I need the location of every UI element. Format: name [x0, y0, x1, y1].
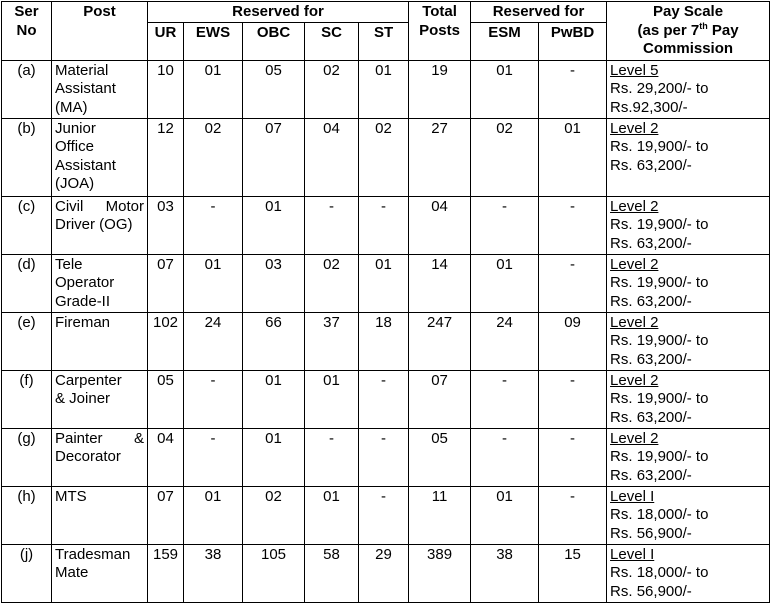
- cell-ews: 38: [184, 544, 243, 602]
- cell-pwbd: -: [539, 428, 607, 486]
- pay-range-line: Rs. 63,200/-: [610, 292, 692, 310]
- post-line: Operator: [55, 274, 115, 291]
- cell-pwbd: -: [539, 254, 607, 312]
- pay-level: Level 2: [610, 429, 659, 447]
- cell-ur: 07: [148, 254, 184, 312]
- cell-pay-scale: [607, 196, 770, 254]
- table-row: [2, 118, 770, 196]
- header-sc: SC: [305, 22, 359, 60]
- pay-range-line: Rs. 63,200/-: [610, 350, 692, 368]
- post-line: Material: [55, 61, 109, 79]
- cell-post: [52, 428, 148, 486]
- table-header: [2, 2, 770, 61]
- cell-ews: -: [184, 428, 243, 486]
- table-row: [2, 544, 770, 602]
- post-line: Decorator: [55, 448, 121, 465]
- post-line: Tele: [55, 255, 83, 273]
- cell-obc: 02: [243, 486, 305, 544]
- pay-level: Level I: [610, 487, 655, 505]
- cell-pay-scale: [607, 544, 770, 602]
- cell-ser-no: (f): [2, 370, 52, 428]
- pay-range-line: Rs.92,300/-: [610, 98, 688, 116]
- cell-pay-scale: [607, 370, 770, 428]
- post-line: Painter &: [55, 429, 144, 447]
- cell-esm: 02: [471, 118, 539, 196]
- pay-range-line: Rs. 63,200/-: [610, 234, 692, 252]
- cell-ser-no: (j): [2, 544, 52, 602]
- cell-pay-scale: [607, 312, 770, 370]
- table-row: [2, 428, 770, 486]
- cell-sc: 04: [305, 118, 359, 196]
- cell-pwbd: -: [539, 60, 607, 118]
- header-ur: UR: [148, 22, 184, 60]
- cell-ser-no: (b): [2, 118, 52, 196]
- pay-level: Level 2: [610, 255, 659, 273]
- pay-level: Level 2: [610, 197, 659, 215]
- cell-post: [52, 118, 148, 196]
- cell-post: [52, 486, 148, 544]
- pay-level: Level I: [610, 545, 655, 563]
- pay-range-line: Rs. 63,200/-: [610, 466, 692, 484]
- cell-ur: 05: [148, 370, 184, 428]
- pay-range-line: Rs. 19,900/- to: [610, 274, 709, 291]
- post-line: Driver (OG): [55, 216, 133, 233]
- post-line: Tradesman: [55, 545, 131, 563]
- cell-total: 27: [409, 118, 471, 196]
- vacancy-table: [1, 1, 770, 603]
- pay-level: Level 2: [610, 371, 659, 389]
- cell-pay-scale: [607, 486, 770, 544]
- cell-ews: -: [184, 196, 243, 254]
- cell-esm: 01: [471, 60, 539, 118]
- post-line: Fireman: [55, 313, 111, 331]
- cell-total: 07: [409, 370, 471, 428]
- cell-ews: -: [184, 370, 243, 428]
- post-line: Grade-II: [55, 292, 111, 310]
- post-line: MTS: [55, 487, 87, 505]
- pay-range-line: Rs. 19,900/- to: [610, 390, 709, 407]
- pay-range-line: Rs. 56,900/-: [610, 582, 692, 600]
- cell-esm: -: [471, 370, 539, 428]
- cell-pwbd: 01: [539, 118, 607, 196]
- cell-pwbd: 09: [539, 312, 607, 370]
- cell-ews: 24: [184, 312, 243, 370]
- table-row: [2, 486, 770, 544]
- header-ews: EWS: [184, 22, 243, 60]
- table-row: [2, 312, 770, 370]
- cell-pwbd: -: [539, 370, 607, 428]
- header-ser-no: Ser No: [2, 2, 52, 61]
- cell-total: 247: [409, 312, 471, 370]
- post-line: Carpenter: [55, 371, 122, 389]
- cell-pay-scale: [607, 118, 770, 196]
- cell-obc: 01: [243, 196, 305, 254]
- cell-sc: 01: [305, 370, 359, 428]
- cell-ur: 10: [148, 60, 184, 118]
- header-esm: ESM: [471, 22, 539, 60]
- post-line: Office: [55, 138, 94, 155]
- cell-ur: 07: [148, 486, 184, 544]
- header-pay-scale: Pay Scale (as per 7th Pay Commission: [607, 2, 770, 61]
- cell-sc: 37: [305, 312, 359, 370]
- cell-post: [52, 60, 148, 118]
- cell-ews: 01: [184, 486, 243, 544]
- post-line: Junior: [55, 119, 96, 137]
- cell-esm: 01: [471, 254, 539, 312]
- cell-ur: 03: [148, 196, 184, 254]
- cell-obc: 66: [243, 312, 305, 370]
- header-post: Post: [52, 2, 148, 61]
- cell-sc: 02: [305, 60, 359, 118]
- cell-ser-no: (h): [2, 486, 52, 544]
- cell-sc: -: [305, 428, 359, 486]
- cell-total: 04: [409, 196, 471, 254]
- cell-st: 29: [359, 544, 409, 602]
- cell-esm: -: [471, 196, 539, 254]
- cell-post: [52, 370, 148, 428]
- cell-total: 05: [409, 428, 471, 486]
- cell-total: 11: [409, 486, 471, 544]
- pay-range-line: Rs. 19,900/- to: [610, 216, 709, 233]
- table-row: [2, 370, 770, 428]
- table-row: [2, 254, 770, 312]
- cell-sc: 02: [305, 254, 359, 312]
- cell-post: [52, 254, 148, 312]
- cell-post: [52, 312, 148, 370]
- cell-pwbd: 15: [539, 544, 607, 602]
- cell-ser-no: (e): [2, 312, 52, 370]
- cell-sc: 58: [305, 544, 359, 602]
- cell-ser-no: (d): [2, 254, 52, 312]
- pay-range-line: Rs. 63,200/-: [610, 156, 692, 174]
- pay-level: Level 5: [610, 61, 659, 79]
- cell-st: -: [359, 370, 409, 428]
- cell-esm: 24: [471, 312, 539, 370]
- cell-post: [52, 196, 148, 254]
- cell-ser-no: (g): [2, 428, 52, 486]
- post-line: & Joiner: [55, 390, 111, 407]
- header-total-posts: Total Posts: [409, 2, 471, 61]
- cell-pwbd: -: [539, 196, 607, 254]
- post-line: Assistant: [55, 80, 116, 97]
- cell-obc: 01: [243, 370, 305, 428]
- table-body: [2, 60, 770, 602]
- cell-pay-scale: [607, 60, 770, 118]
- cell-total: 389: [409, 544, 471, 602]
- cell-ur: 04: [148, 428, 184, 486]
- cell-obc: 01: [243, 428, 305, 486]
- cell-pwbd: -: [539, 486, 607, 544]
- cell-obc: 07: [243, 118, 305, 196]
- cell-esm: 01: [471, 486, 539, 544]
- header-reserved-for-esm-pwbd: Reserved for: [471, 2, 607, 23]
- pay-level: Level 2: [610, 313, 659, 331]
- cell-st: 01: [359, 60, 409, 118]
- cell-st: -: [359, 196, 409, 254]
- pay-range-line: Rs. 19,900/- to: [610, 138, 709, 155]
- cell-esm: 38: [471, 544, 539, 602]
- cell-st: 01: [359, 254, 409, 312]
- cell-sc: -: [305, 196, 359, 254]
- post-line: Assistant: [55, 156, 116, 174]
- pay-level: Level 2: [610, 119, 659, 137]
- cell-ews: 01: [184, 254, 243, 312]
- post-line: Civil Motor: [55, 197, 144, 215]
- header-st: ST: [359, 22, 409, 60]
- cell-pay-scale: [607, 428, 770, 486]
- header-obc: OBC: [243, 22, 305, 60]
- cell-st: -: [359, 486, 409, 544]
- cell-ur: 159: [148, 544, 184, 602]
- cell-st: 18: [359, 312, 409, 370]
- cell-ews: 02: [184, 118, 243, 196]
- cell-ur: 12: [148, 118, 184, 196]
- table-row: [2, 196, 770, 254]
- pay-range-line: Rs. 19,900/- to: [610, 448, 709, 465]
- pay-range-line: Rs. 18,000/- to: [610, 564, 709, 581]
- cell-post: [52, 544, 148, 602]
- pay-range-line: Rs. 19,900/- to: [610, 332, 709, 349]
- cell-pay-scale: [607, 254, 770, 312]
- cell-st: 02: [359, 118, 409, 196]
- cell-ser-no: (c): [2, 196, 52, 254]
- cell-ser-no: (a): [2, 60, 52, 118]
- post-line: (MA): [55, 98, 88, 116]
- pay-range-line: Rs. 29,200/- to: [610, 80, 709, 97]
- pay-range-line: Rs. 56,900/-: [610, 524, 692, 542]
- post-line: (JOA): [55, 175, 95, 192]
- cell-sc: 01: [305, 486, 359, 544]
- cell-ews: 01: [184, 60, 243, 118]
- pay-range-line: Rs. 18,000/- to: [610, 506, 709, 523]
- pay-range-line: Rs. 63,200/-: [610, 408, 692, 426]
- cell-esm: -: [471, 428, 539, 486]
- header-reserved-for: Reserved for: [148, 2, 409, 23]
- cell-total: 19: [409, 60, 471, 118]
- cell-total: 14: [409, 254, 471, 312]
- header-pwbd: PwBD: [539, 22, 607, 60]
- post-line: Mate: [55, 564, 89, 581]
- table-row: [2, 60, 770, 118]
- cell-st: -: [359, 428, 409, 486]
- cell-obc: 105: [243, 544, 305, 602]
- cell-ur: 102: [148, 312, 184, 370]
- cell-obc: 03: [243, 254, 305, 312]
- cell-obc: 05: [243, 60, 305, 118]
